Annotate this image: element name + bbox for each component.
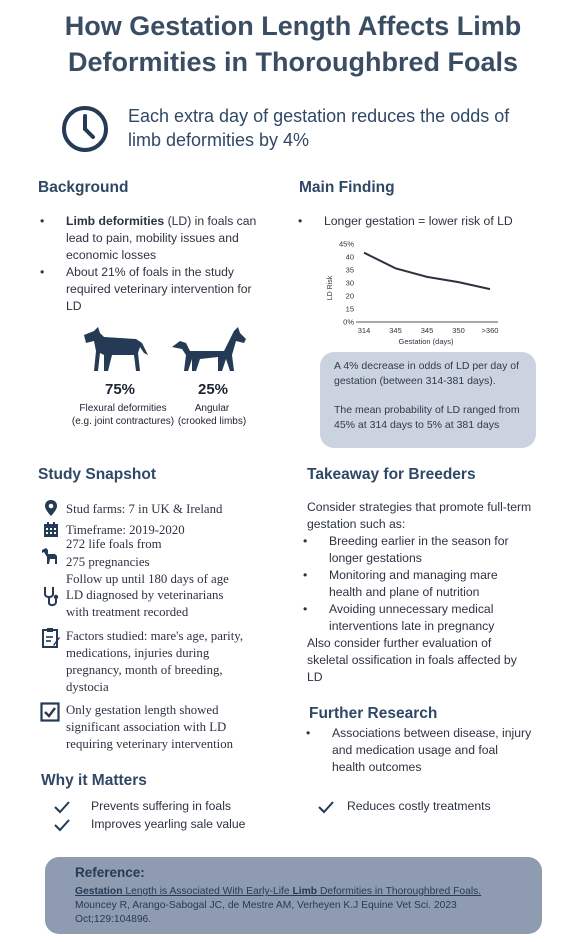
box-paragraph-1: A 4% decrease in odds of LD per day of gestation (between 314-381 days). [334,360,520,387]
snapshot-heading: Study Snapshot [38,466,156,483]
list-item [38,213,263,264]
angular-label-line2: (crooked limbs) [177,416,247,427]
snapshot-foals-line2: 275 pregnancies [66,555,150,569]
bullet-text: (LD) in foals can lead to pain, mobility issues and economic losses [66,214,257,262]
checkbox-icon [40,702,60,722]
angular-label-line1: Angular [194,403,230,414]
takeaway-heading: Takeaway for Breeders [307,466,476,483]
x-tick-label: 314 [357,326,371,335]
list-item: • About 21% of foals in the study required veterinary intervention for LD [38,264,263,315]
reference-title-text-1: Length is Associated With Early-Life [122,886,293,897]
x-tick-label: 345 [389,326,402,335]
reference-title[interactable] [75,885,535,899]
bullet-bold-term: Limb deformities [66,214,165,228]
checkmark-icon [54,818,70,832]
why-heading: Why it Matters [41,772,147,789]
snapshot-treatment: with treatment recorded [66,605,189,619]
snapshot-result: Only gestation length showed significant association with LD requiring veterinary intervention [66,703,234,751]
further-research-heading: Further Research [309,705,438,722]
snapshot-foals-line1: 272 life foals from [66,537,162,551]
snapshot-ld-diagnosed: LD diagnosed by veterinarians [66,588,224,602]
standing-horse-icon [80,325,152,373]
background-list [38,213,263,315]
snapshot-follow-up: Follow up until 180 days of age [66,572,229,586]
checkmark-icon [318,800,334,814]
page-title: How Gestation Length Affects Limb Deformities in Thoroughbred Foals [64,11,522,77]
x-axis-ticks [358,326,499,335]
y-tick-label: 30 [345,278,354,288]
list-item: • Monitoring and managing mare health and plane of nutrition [301,567,531,601]
why-item-suffering: Prevents suffering in foals [91,799,232,813]
why-item-treatments: Reduces costly treatments [347,799,491,813]
y-tick-label: 0% [343,317,354,327]
snapshot-timeframe: Timeframe: 2019-2020 [66,523,185,537]
flexural-label [68,402,178,428]
stethoscope-icon [42,586,60,608]
flexural-percent: 75% [104,381,136,398]
why-item-sale-value: Improves yearling sale value [91,817,246,831]
y-tick-label: 20 [345,291,354,301]
list-item: • Breeding earlier in the season for longer gestations [301,533,531,567]
box-paragraph-2: The mean probability of LD ranged from 45% at 314 days to 5% at 381 days [334,404,520,431]
flexural-label-line1: Flexural deformities [79,403,167,414]
checkmark-icon [54,800,70,814]
reference-citation: Mouncey R, Arango-Sabogal JC, de Mestre AM, Verheyen K.J Equine Vet Sci. 2023 Oct;129:104896. [75,900,457,925]
reference-title-bold-1: Gestation [75,886,123,897]
calendar-icon [42,521,60,539]
reference-box [45,857,542,934]
x-axis-label: Gestation (days) [398,337,454,346]
y-axis-label: LD Risk [327,275,334,301]
x-tick-label: 350 [452,326,465,335]
takeaway-outro: Also consider further evaluation of skeletal ossification in foals affected by LD [307,636,517,684]
list-item: • Longer gestation = lower risk of LD [296,213,546,230]
y-tick-label: 45% [338,239,354,249]
location-pin-icon [42,499,60,517]
clock-icon [60,104,110,154]
ld-risk-line [364,253,490,289]
list-item: • Avoiding unnecessary medical interventions late in pregnancy [301,601,531,635]
snapshot-stud-farms: Stud farms: 7 in UK & Ireland [66,502,223,516]
finding-summary-box [320,352,536,448]
list-item: • Associations between disease, injury and medication usage and foal health outcomes [304,725,534,776]
foal-icon [40,546,60,566]
standing-horse-icon [170,325,248,373]
y-tick-label: 15 [345,304,354,314]
further-research-list [304,725,534,776]
reference-title-text-2: Deformities in Thoroughbred Foals. [317,886,482,897]
y-tick-label: 35 [345,265,354,275]
takeaway-list [301,533,531,635]
angular-percent: 25% [197,381,229,398]
background-heading: Background [38,179,129,196]
takeaway-intro: Consider strategies that promote full-term gestation such as: [307,500,532,531]
y-axis-ticks [339,240,354,327]
x-tick-label: >360 [481,326,499,335]
x-tick-label: 345 [420,326,434,335]
reference-heading: Reference: [75,865,145,880]
main-finding-list [296,213,546,230]
snapshot-factors: Factors studied: mare's age, parity, medications, injuries during pregnancy, month of breeding, dystocia [66,629,244,694]
flexural-label-line2: (e.g. joint contractures) [71,416,175,427]
reference-title-bold-2: Limb [292,886,318,897]
angular-label [172,402,252,428]
y-tick-label: 40 [345,252,354,262]
clipboard-icon [41,627,61,649]
headline-text: Each extra day of gestation reduces the odds of limb deformities by 4% [128,106,510,150]
ld-risk-chart [320,236,510,348]
main-finding-heading: Main Finding [299,179,395,196]
